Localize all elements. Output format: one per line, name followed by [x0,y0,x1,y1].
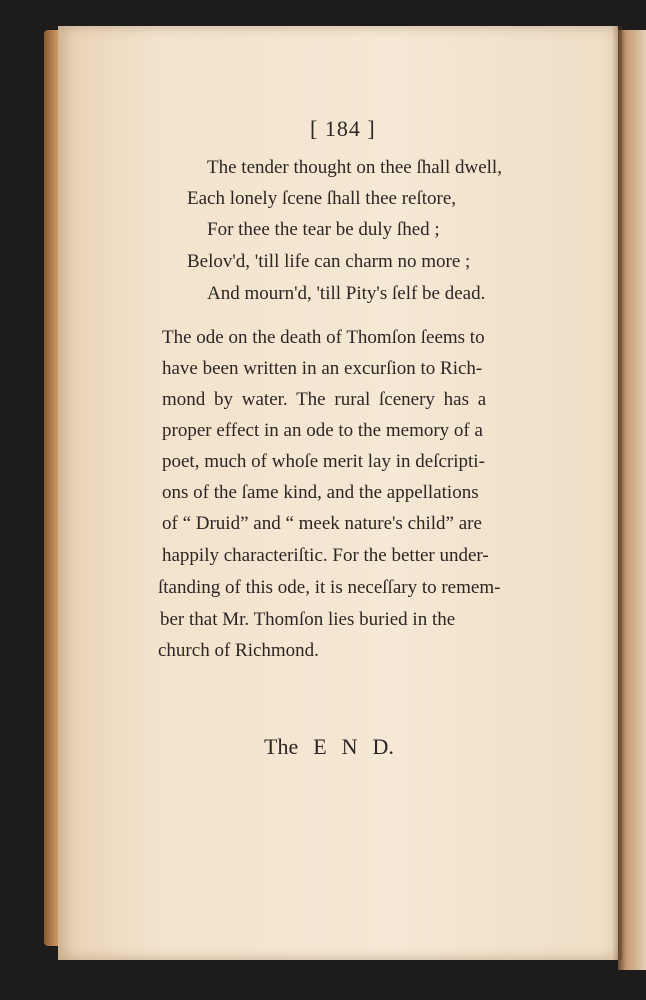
paragraph-line: mond by water. The rural ſcenery has a [162,389,487,410]
paragraph-line: The ode on the death of Thomſon ſeems to [162,327,485,348]
verse-line: Each lonely ſcene ſhall thee reſtore, [187,188,457,209]
verse-line: For thee the tear be duly ſhed ; [207,219,440,240]
paragraph-line: ons of the ſame kind, and the appellations [162,482,479,503]
page-number: [ 184 ] [310,116,376,141]
paragraph-line: have been written in an excurſion to Rich- [162,358,483,379]
verse-line: The tender thought on thee ſhall dwell, [207,157,502,178]
the-end: The E N D. [264,734,394,759]
paragraph-line: ſtanding of this ode, it is neceſſary to remem- [158,577,501,598]
paragraph-line: proper effect in an ode to the memory of a [162,420,483,441]
paragraph-line: ber that Mr. Thomſon lies buried in the [160,609,456,630]
paragraph-line: poet, much of whoſe merit lay in deſcripti- [162,451,485,472]
paragraph-line: of “ Druid” and “ meek nature's child” are [162,513,482,534]
facing-page [618,30,646,970]
paragraph-line: happily characteriſtic. For the better under- [162,545,489,566]
verse-line: And mourn'd, 'till Pity's ſelf be dead. [207,283,486,304]
verse-line: Belov'd, 'till life can charm no more ; [187,251,471,272]
gutter-shadow [612,26,622,960]
paragraph-line: church of Richmond. [158,640,319,661]
